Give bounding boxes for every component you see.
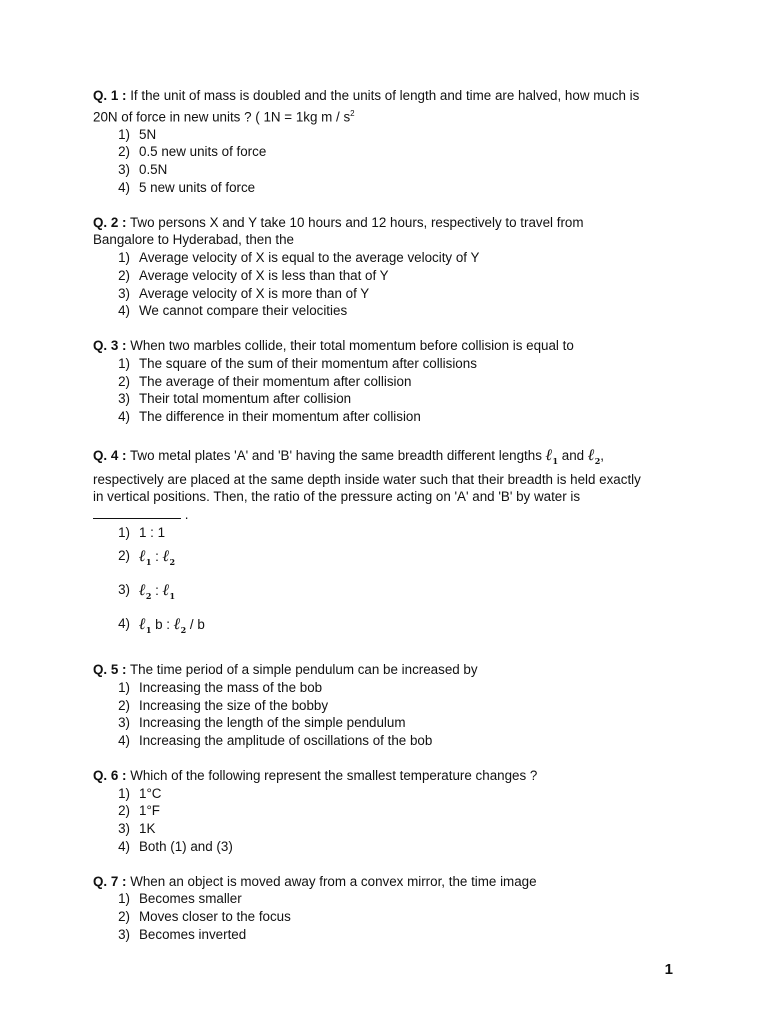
question-7-text [93, 873, 683, 891]
length-l2-symbol [173, 613, 187, 636]
question-5-text [93, 661, 683, 679]
question-5 [93, 661, 683, 750]
question-1-label: Q. 1 : [93, 88, 127, 103]
ell-glyph: ℓ [587, 445, 595, 464]
answer-blank [93, 506, 181, 519]
option-number: 3) [118, 391, 130, 407]
option-4-tail: / b [186, 616, 205, 632]
question-1-line-1: If the unit of mass is doubled and the units of length and time are halved, how much is [126, 88, 640, 103]
length-l1-symbol [139, 613, 152, 636]
option-number: 2) [118, 547, 130, 563]
option-4-middle: b : [151, 616, 174, 632]
question-2-line-1: Two persons X and Y take 10 hours and 12 hours, respectively to travel from [126, 214, 584, 230]
page-number: 1 [664, 961, 673, 978]
question-6-label: Q. 6 : [93, 767, 127, 783]
option-text [139, 576, 175, 610]
length-l2-symbol [139, 580, 151, 599]
option-item [93, 408, 683, 426]
option-text: 0.5N [139, 162, 168, 178]
option-number: 3) [118, 162, 130, 178]
question-3-text [93, 337, 683, 355]
question-2-text [93, 214, 683, 249]
option-text: 0.5 new units of force [139, 144, 267, 160]
ell-glyph: ℓ [545, 445, 553, 464]
question-5-line-1: The time period of a simple pendulum can be increased by [126, 662, 478, 678]
question-6-text [93, 767, 683, 785]
question-4-options [93, 524, 683, 645]
colon-text: : [151, 582, 163, 598]
option-number: 1) [118, 126, 130, 142]
option-number: 2) [118, 144, 130, 160]
option-item [93, 838, 683, 856]
option-item [93, 679, 683, 697]
question-4-line-1: Two metal plates 'A' and 'B' having the same breadth different lengths [126, 448, 546, 463]
option-number: 2) [118, 373, 130, 389]
option-number: 3) [118, 581, 130, 597]
option-text: Average velocity of X is equal to the average velocity of Y [139, 250, 480, 266]
option-item [93, 732, 683, 750]
subscript-2: 2 [145, 590, 152, 601]
option-item [93, 785, 683, 803]
option-item [93, 355, 683, 373]
question-2-label: Q. 2 : [93, 214, 127, 230]
option-number: 4) [118, 838, 130, 854]
option-number: 3) [118, 285, 130, 301]
option-number: 4) [118, 733, 130, 749]
option-text: 1K [139, 821, 156, 837]
option-item [93, 908, 683, 926]
ell-glyph: ℓ [162, 545, 170, 565]
option-text: 1°C [139, 785, 162, 801]
option-text [139, 542, 175, 576]
option-text: 1 : 1 [139, 524, 166, 540]
option-number: 4) [118, 409, 130, 425]
question-6-options [93, 785, 683, 856]
question-1-line-2: 20N of force in new units ? ( 1N = 1kg m / s [93, 109, 351, 125]
question-2-line-2: Bangalore to Hyderabad, then the [93, 232, 295, 248]
question-7 [93, 873, 683, 944]
option-number: 2) [118, 697, 130, 713]
option-number: 2) [118, 909, 130, 925]
option-item [93, 697, 683, 715]
option-item [93, 179, 683, 197]
option-number: 1) [118, 785, 130, 801]
question-7-label: Q. 7 : [93, 873, 127, 889]
option-text: 1°F [139, 803, 160, 819]
question-4-text [93, 446, 683, 524]
option-item [93, 714, 683, 732]
option-item [93, 126, 683, 144]
question-1-text [93, 87, 683, 126]
option-number: 3) [118, 926, 130, 942]
option-number: 4) [118, 615, 130, 631]
option-item [93, 576, 683, 610]
option-text: Their total momentum after collision [139, 391, 352, 407]
option-item [93, 143, 683, 161]
ell-glyph: ℓ [139, 545, 146, 565]
option-item [93, 890, 683, 908]
question-1 [93, 87, 683, 197]
question-paper [93, 87, 683, 944]
question-5-options [93, 679, 683, 750]
ell-glyph: ℓ [162, 579, 170, 599]
subscript-2: 2 [594, 456, 601, 467]
length-l2-symbol [587, 445, 601, 467]
option-text: Increasing the amplitude of oscillations of the bob [139, 733, 433, 749]
option-number: 2) [118, 803, 130, 819]
question-4-line-2: respectively are placed at the same depth inside water such that their breadth is held exactly [93, 471, 641, 487]
option-text: 5 new units of force [139, 180, 256, 196]
option-number: 2) [118, 267, 130, 283]
option-item [93, 373, 683, 391]
option-item [93, 161, 683, 179]
option-item [93, 524, 683, 542]
option-text: We cannot compare their velocities [139, 303, 348, 319]
option-number: 1) [118, 679, 130, 695]
question-1-options [93, 126, 683, 197]
option-text [139, 610, 205, 644]
colon-text: : [151, 548, 163, 564]
question-7-options [93, 890, 683, 943]
question-3 [93, 337, 683, 426]
option-number: 3) [118, 715, 130, 731]
length-l1-symbol [545, 445, 559, 467]
question-6-line-1: Which of the following represent the smallest temperature changes ? [126, 767, 538, 783]
option-text: Both (1) and (3) [139, 838, 233, 854]
option-item [93, 285, 683, 303]
option-text: 5N [139, 126, 157, 142]
question-4-label: Q. 4 : [93, 448, 127, 463]
question-2-options [93, 249, 683, 320]
subscript-1: 1 [169, 590, 176, 601]
question-3-options [93, 355, 683, 426]
question-7-line-1: When an object is moved away from a convex mirror, the time image [126, 873, 537, 889]
subscript-2: 2 [169, 556, 176, 567]
option-number: 1) [118, 891, 130, 907]
option-text: The average of their momentum after collision [139, 373, 412, 389]
option-item [93, 802, 683, 820]
option-text: Increasing the size of the bobby [139, 697, 329, 713]
question-6 [93, 767, 683, 856]
option-item [93, 390, 683, 408]
length-l1-symbol [139, 546, 151, 565]
option-text: Increasing the mass of the bob [139, 679, 323, 695]
subscript-1: 1 [145, 625, 152, 636]
option-text: Moves closer to the focus [139, 909, 291, 925]
option-number: 4) [118, 180, 130, 196]
option-text: Increasing the length of the simple pendulum [139, 715, 406, 731]
blank-tail: . [181, 506, 189, 522]
option-text: The difference in their momentum after collision [139, 409, 421, 425]
comma-text: , [600, 448, 605, 463]
option-number: 1) [118, 250, 130, 266]
question-4 [93, 446, 683, 644]
option-text: The square of the sum of their momentum after collisions [139, 355, 477, 371]
question-1-superscript: 2 [350, 108, 355, 118]
question-5-label: Q. 5 : [93, 662, 127, 678]
option-number: 1) [118, 524, 130, 540]
length-l2-symbol [163, 546, 175, 565]
subscript-2: 2 [180, 625, 187, 636]
length-l1-symbol [163, 580, 175, 599]
ell-glyph: ℓ [139, 613, 146, 633]
option-item [93, 267, 683, 285]
option-item [93, 926, 683, 944]
option-item [93, 820, 683, 838]
question-3-label: Q. 3 : [93, 338, 127, 354]
and-text: and [558, 448, 588, 463]
option-item [93, 542, 683, 576]
option-text: Average velocity of X is more than of Y [139, 285, 370, 301]
option-text: Becomes smaller [139, 891, 242, 907]
option-text: Average velocity of X is less than that of Y [139, 267, 389, 283]
option-text: Becomes inverted [139, 926, 247, 942]
ell-glyph: ℓ [173, 613, 181, 633]
option-number: 3) [118, 821, 130, 837]
option-number: 4) [118, 303, 130, 319]
option-item [93, 249, 683, 267]
subscript-1: 1 [145, 556, 152, 567]
subscript-1: 1 [552, 456, 559, 467]
option-number: 1) [118, 355, 130, 371]
option-item [93, 610, 683, 644]
ell-glyph: ℓ [139, 579, 146, 599]
option-item [93, 302, 683, 320]
question-3-line-1: When two marbles collide, their total momentum before collision is equal to [126, 338, 574, 354]
question-2 [93, 214, 683, 320]
question-4-line-3: in vertical positions. Then, the ratio of the pressure acting on 'A' and 'B' by water is [93, 489, 581, 505]
